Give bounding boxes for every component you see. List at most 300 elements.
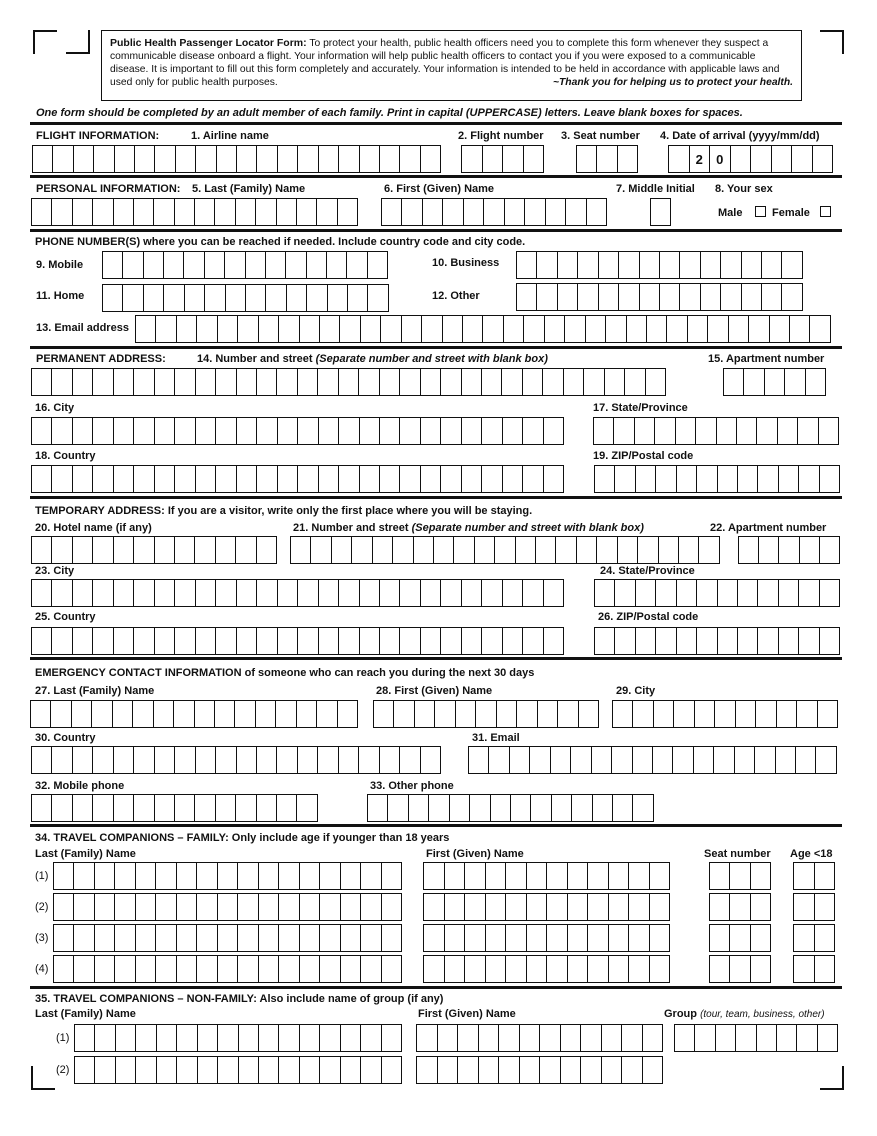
char-box[interactable]	[463, 316, 483, 342]
char-box[interactable]	[710, 925, 730, 951]
char-box[interactable]	[32, 580, 52, 606]
char-box[interactable]	[359, 747, 379, 773]
char-box[interactable]	[114, 795, 134, 821]
char-box[interactable]	[506, 863, 527, 889]
char-box[interactable]	[134, 628, 154, 654]
char-box[interactable]	[424, 863, 445, 889]
char-box[interactable]	[476, 701, 496, 727]
char-box[interactable]	[133, 701, 153, 727]
char-box[interactable]	[144, 252, 164, 278]
char-box[interactable]	[538, 701, 558, 727]
char-box[interactable]	[578, 284, 598, 310]
char-box[interactable]	[136, 894, 156, 920]
char-box[interactable]	[339, 628, 359, 654]
char-box[interactable]	[458, 1057, 479, 1083]
male-checkbox[interactable]	[755, 206, 766, 217]
char-box[interactable]	[499, 1057, 520, 1083]
char-box[interactable]	[75, 1057, 95, 1083]
mobile-input[interactable]	[102, 251, 388, 279]
char-box[interactable]	[409, 795, 429, 821]
char-box[interactable]	[462, 369, 482, 395]
char-box[interactable]	[236, 537, 256, 563]
char-box[interactable]	[54, 863, 74, 889]
char-box[interactable]	[716, 1025, 736, 1051]
char-box[interactable]	[422, 316, 442, 342]
char-box[interactable]	[115, 146, 135, 172]
char-box[interactable]	[581, 1025, 602, 1051]
char-box[interactable]	[458, 1025, 479, 1051]
char-box[interactable]	[259, 956, 279, 982]
char-box[interactable]	[237, 418, 257, 444]
temp-country-input[interactable]	[31, 627, 564, 655]
char-box[interactable]	[339, 146, 359, 172]
char-box[interactable]	[495, 537, 515, 563]
char-box[interactable]	[636, 628, 656, 654]
char-box[interactable]	[441, 418, 461, 444]
family-last-input[interactable]	[53, 924, 402, 952]
char-box[interactable]	[517, 252, 537, 278]
char-box[interactable]	[524, 316, 544, 342]
char-box[interactable]	[53, 146, 73, 172]
char-box[interactable]	[516, 537, 536, 563]
char-box[interactable]	[339, 418, 359, 444]
char-box[interactable]	[818, 1025, 837, 1051]
char-box[interactable]	[298, 628, 318, 654]
char-box[interactable]	[115, 863, 135, 889]
char-box[interactable]	[742, 284, 762, 310]
char-box[interactable]	[279, 956, 299, 982]
char-box[interactable]	[114, 580, 134, 606]
char-box[interactable]	[402, 316, 422, 342]
char-box[interactable]	[74, 894, 94, 920]
char-box[interactable]	[54, 894, 74, 920]
char-box[interactable]	[177, 1057, 197, 1083]
char-box[interactable]	[278, 466, 298, 492]
char-box[interactable]	[730, 925, 750, 951]
char-box[interactable]	[625, 369, 645, 395]
char-box[interactable]	[544, 580, 563, 606]
char-box[interactable]	[561, 1057, 582, 1083]
char-box[interactable]	[400, 628, 420, 654]
char-box[interactable]	[718, 466, 738, 492]
char-box[interactable]	[503, 418, 523, 444]
char-box[interactable]	[380, 628, 400, 654]
char-box[interactable]	[95, 925, 115, 951]
char-box[interactable]	[320, 316, 340, 342]
char-box[interactable]	[32, 628, 52, 654]
char-box[interactable]	[184, 252, 204, 278]
char-box[interactable]	[320, 925, 340, 951]
char-box[interactable]	[469, 747, 489, 773]
family-last-input[interactable]	[53, 893, 402, 921]
char-box[interactable]	[523, 418, 543, 444]
char-box[interactable]	[155, 795, 175, 821]
char-box[interactable]	[32, 418, 52, 444]
char-box[interactable]	[226, 285, 246, 311]
char-box[interactable]	[32, 537, 52, 563]
char-box[interactable]	[216, 795, 236, 821]
char-box[interactable]	[216, 466, 236, 492]
char-box[interactable]	[341, 863, 361, 889]
char-box[interactable]	[238, 956, 258, 982]
char-box[interactable]	[445, 863, 466, 889]
char-box[interactable]	[54, 925, 74, 951]
char-box[interactable]	[799, 466, 819, 492]
char-box[interactable]	[115, 925, 135, 951]
char-box[interactable]	[479, 1057, 500, 1083]
char-box[interactable]	[435, 701, 455, 727]
char-box[interactable]	[218, 1025, 238, 1051]
perm-apartment-input[interactable]	[723, 368, 826, 396]
char-box[interactable]	[669, 146, 690, 172]
char-box[interactable]	[73, 537, 93, 563]
char-box[interactable]	[551, 747, 571, 773]
char-box[interactable]	[177, 956, 197, 982]
char-box[interactable]	[361, 316, 381, 342]
char-box[interactable]	[443, 316, 463, 342]
char-box[interactable]	[524, 146, 544, 172]
char-box[interactable]	[800, 537, 820, 563]
char-box[interactable]	[612, 747, 632, 773]
char-box[interactable]	[794, 956, 815, 982]
char-box[interactable]	[544, 418, 563, 444]
char-box[interactable]	[738, 580, 758, 606]
char-box[interactable]	[462, 580, 482, 606]
perm-city-input[interactable]	[31, 417, 564, 445]
char-box[interactable]	[588, 956, 609, 982]
char-box[interactable]	[677, 580, 697, 606]
char-box[interactable]	[503, 628, 523, 654]
char-box[interactable]	[123, 285, 143, 311]
char-box[interactable]	[751, 894, 770, 920]
char-box[interactable]	[95, 1057, 115, 1083]
char-box[interactable]	[588, 894, 609, 920]
char-box[interactable]	[136, 863, 156, 889]
char-box[interactable]	[177, 316, 197, 342]
char-box[interactable]	[779, 628, 799, 654]
family-seat-input[interactable]	[709, 955, 771, 983]
char-box[interactable]	[218, 863, 238, 889]
char-box[interactable]	[697, 580, 717, 606]
char-box[interactable]	[462, 146, 483, 172]
temp-apartment-input[interactable]	[738, 536, 840, 564]
char-box[interactable]	[339, 580, 359, 606]
char-box[interactable]	[421, 146, 440, 172]
char-box[interactable]	[523, 580, 543, 606]
char-box[interactable]	[114, 199, 134, 225]
char-box[interactable]	[218, 316, 238, 342]
char-box[interactable]	[286, 252, 306, 278]
char-box[interactable]	[134, 199, 154, 225]
char-box[interactable]	[679, 537, 699, 563]
char-box[interactable]	[237, 580, 257, 606]
char-box[interactable]	[503, 146, 524, 172]
char-box[interactable]	[581, 1057, 602, 1083]
char-box[interactable]	[568, 956, 589, 982]
char-box[interactable]	[718, 628, 738, 654]
char-box[interactable]	[93, 466, 113, 492]
char-box[interactable]	[259, 316, 279, 342]
char-box[interactable]	[52, 628, 72, 654]
char-box[interactable]	[278, 580, 298, 606]
char-box[interactable]	[298, 747, 318, 773]
perm-state-input[interactable]	[593, 417, 839, 445]
char-box[interactable]	[438, 1025, 459, 1051]
char-box[interactable]	[677, 628, 697, 654]
char-box[interactable]	[185, 285, 205, 311]
char-box[interactable]	[195, 701, 215, 727]
char-box[interactable]	[660, 284, 680, 310]
char-box[interactable]	[765, 369, 785, 395]
emerg-last-input[interactable]	[30, 700, 358, 728]
char-box[interactable]	[237, 628, 257, 654]
first-name-input[interactable]	[381, 198, 607, 226]
last-name-input[interactable]	[31, 198, 358, 226]
char-box[interactable]	[92, 701, 112, 727]
char-box[interactable]	[320, 1057, 340, 1083]
nonfamily-first-input[interactable]	[416, 1056, 663, 1084]
family-first-input[interactable]	[423, 893, 670, 921]
char-box[interactable]	[319, 146, 339, 172]
char-box[interactable]	[564, 369, 584, 395]
char-box[interactable]	[635, 418, 655, 444]
char-box[interactable]	[421, 369, 441, 395]
family-age-input[interactable]	[793, 924, 835, 952]
emerg-email-input[interactable]	[468, 746, 837, 774]
char-box[interactable]	[319, 580, 339, 606]
char-box[interactable]	[499, 1025, 520, 1051]
char-box[interactable]	[543, 369, 563, 395]
char-box[interactable]	[502, 369, 522, 395]
char-box[interactable]	[205, 285, 225, 311]
char-box[interactable]	[291, 537, 311, 563]
char-box[interactable]	[218, 956, 238, 982]
char-box[interactable]	[155, 628, 175, 654]
emerg-other-input[interactable]	[367, 794, 654, 822]
temp-state-input[interactable]	[594, 579, 840, 607]
char-box[interactable]	[277, 795, 297, 821]
char-box[interactable]	[144, 285, 164, 311]
char-box[interactable]	[531, 795, 551, 821]
char-box[interactable]	[571, 747, 591, 773]
char-box[interactable]	[511, 795, 531, 821]
middle-initial-input[interactable]	[650, 198, 671, 226]
char-box[interactable]	[547, 925, 568, 951]
char-box[interactable]	[505, 199, 525, 225]
char-box[interactable]	[796, 747, 816, 773]
char-box[interactable]	[195, 537, 215, 563]
char-box[interactable]	[134, 418, 154, 444]
char-box[interactable]	[114, 628, 134, 654]
char-box[interactable]	[717, 418, 737, 444]
char-box[interactable]	[595, 580, 615, 606]
char-box[interactable]	[156, 894, 176, 920]
char-box[interactable]	[615, 466, 635, 492]
char-box[interactable]	[175, 199, 195, 225]
char-box[interactable]	[816, 747, 835, 773]
char-box[interactable]	[155, 146, 175, 172]
char-box[interactable]	[195, 795, 215, 821]
char-box[interactable]	[320, 894, 340, 920]
char-box[interactable]	[456, 701, 476, 727]
char-box[interactable]	[216, 747, 236, 773]
char-box[interactable]	[93, 418, 113, 444]
char-box[interactable]	[256, 199, 276, 225]
char-box[interactable]	[297, 795, 316, 821]
char-box[interactable]	[400, 580, 420, 606]
emerg-mobile-input[interactable]	[31, 794, 318, 822]
char-box[interactable]	[724, 369, 744, 395]
char-box[interactable]	[298, 418, 318, 444]
char-box[interactable]	[566, 199, 586, 225]
char-box[interactable]	[782, 284, 801, 310]
char-box[interactable]	[359, 369, 379, 395]
char-box[interactable]	[506, 956, 527, 982]
char-box[interactable]	[815, 863, 835, 889]
char-box[interactable]	[32, 466, 52, 492]
char-box[interactable]	[257, 466, 277, 492]
nonfamily-first-input[interactable]	[416, 1024, 663, 1052]
char-box[interactable]	[259, 894, 279, 920]
char-box[interactable]	[441, 369, 461, 395]
char-box[interactable]	[115, 956, 135, 982]
char-box[interactable]	[361, 1057, 381, 1083]
char-box[interactable]	[577, 146, 597, 172]
char-box[interactable]	[434, 537, 454, 563]
char-box[interactable]	[93, 747, 113, 773]
char-box[interactable]	[136, 1057, 156, 1083]
char-box[interactable]	[239, 1057, 259, 1083]
char-box[interactable]	[810, 316, 829, 342]
char-box[interactable]	[197, 956, 217, 982]
char-box[interactable]	[462, 418, 482, 444]
char-box[interactable]	[297, 701, 317, 727]
char-box[interactable]	[595, 628, 615, 654]
char-box[interactable]	[380, 466, 400, 492]
char-box[interactable]	[341, 956, 361, 982]
char-box[interactable]	[73, 747, 93, 773]
char-box[interactable]	[751, 146, 772, 172]
char-box[interactable]	[756, 701, 776, 727]
char-box[interactable]	[278, 418, 298, 444]
char-box[interactable]	[114, 537, 134, 563]
char-box[interactable]	[196, 369, 216, 395]
char-box[interactable]	[114, 747, 134, 773]
char-box[interactable]	[540, 1025, 561, 1051]
char-box[interactable]	[520, 1057, 541, 1083]
char-box[interactable]	[400, 747, 420, 773]
char-box[interactable]	[155, 466, 175, 492]
char-box[interactable]	[175, 628, 195, 654]
char-box[interactable]	[382, 956, 401, 982]
char-box[interactable]	[414, 537, 434, 563]
perm-country-input[interactable]	[31, 465, 564, 493]
char-box[interactable]	[95, 1025, 115, 1051]
char-box[interactable]	[599, 252, 619, 278]
char-box[interactable]	[93, 369, 113, 395]
char-box[interactable]	[114, 466, 134, 492]
char-box[interactable]	[595, 466, 615, 492]
char-box[interactable]	[95, 956, 115, 982]
char-box[interactable]	[465, 956, 486, 982]
char-box[interactable]	[770, 316, 790, 342]
char-box[interactable]	[154, 199, 174, 225]
char-box[interactable]	[438, 1057, 459, 1083]
char-box[interactable]	[155, 747, 175, 773]
temp-zip-input[interactable]	[594, 627, 840, 655]
char-box[interactable]	[445, 925, 466, 951]
family-age-input[interactable]	[793, 893, 835, 921]
char-box[interactable]	[523, 466, 543, 492]
char-box[interactable]	[236, 199, 256, 225]
char-box[interactable]	[279, 1025, 299, 1051]
char-box[interactable]	[762, 252, 782, 278]
char-box[interactable]	[157, 1025, 177, 1051]
char-box[interactable]	[300, 1057, 320, 1083]
char-box[interactable]	[680, 284, 700, 310]
char-box[interactable]	[135, 146, 155, 172]
char-box[interactable]	[196, 418, 216, 444]
char-box[interactable]	[361, 925, 381, 951]
char-box[interactable]	[74, 146, 94, 172]
char-box[interactable]	[484, 199, 504, 225]
char-box[interactable]	[279, 863, 299, 889]
char-box[interactable]	[536, 537, 556, 563]
char-box[interactable]	[95, 863, 115, 889]
char-box[interactable]	[341, 1057, 361, 1083]
char-box[interactable]	[196, 747, 216, 773]
char-box[interactable]	[115, 894, 135, 920]
char-box[interactable]	[297, 199, 317, 225]
char-box[interactable]	[177, 863, 197, 889]
char-box[interactable]	[54, 956, 74, 982]
char-box[interactable]	[470, 795, 490, 821]
char-box[interactable]	[352, 537, 372, 563]
char-box[interactable]	[103, 252, 123, 278]
char-box[interactable]	[710, 863, 730, 889]
char-box[interactable]	[506, 925, 527, 951]
char-box[interactable]	[424, 925, 445, 951]
char-box[interactable]	[675, 1025, 695, 1051]
char-box[interactable]	[73, 580, 93, 606]
char-box[interactable]	[660, 252, 680, 278]
char-box[interactable]	[710, 894, 730, 920]
char-box[interactable]	[197, 925, 217, 951]
char-box[interactable]	[382, 925, 401, 951]
char-box[interactable]	[462, 628, 482, 654]
char-box[interactable]	[523, 628, 543, 654]
char-box[interactable]	[52, 466, 72, 492]
char-box[interactable]	[751, 956, 770, 982]
char-box[interactable]	[319, 466, 339, 492]
char-box[interactable]	[298, 369, 318, 395]
char-box[interactable]	[650, 863, 670, 889]
char-box[interactable]	[527, 956, 548, 982]
char-box[interactable]	[445, 894, 466, 920]
char-box[interactable]	[699, 537, 718, 563]
char-box[interactable]	[317, 199, 337, 225]
char-box[interactable]	[633, 795, 652, 821]
char-box[interactable]	[615, 628, 635, 654]
char-box[interactable]	[339, 369, 359, 395]
char-box[interactable]	[577, 537, 597, 563]
char-box[interactable]	[134, 580, 154, 606]
char-box[interactable]	[544, 628, 563, 654]
char-box[interactable]	[561, 1025, 582, 1051]
char-box[interactable]	[758, 628, 778, 654]
char-box[interactable]	[622, 1057, 643, 1083]
char-box[interactable]	[757, 418, 777, 444]
